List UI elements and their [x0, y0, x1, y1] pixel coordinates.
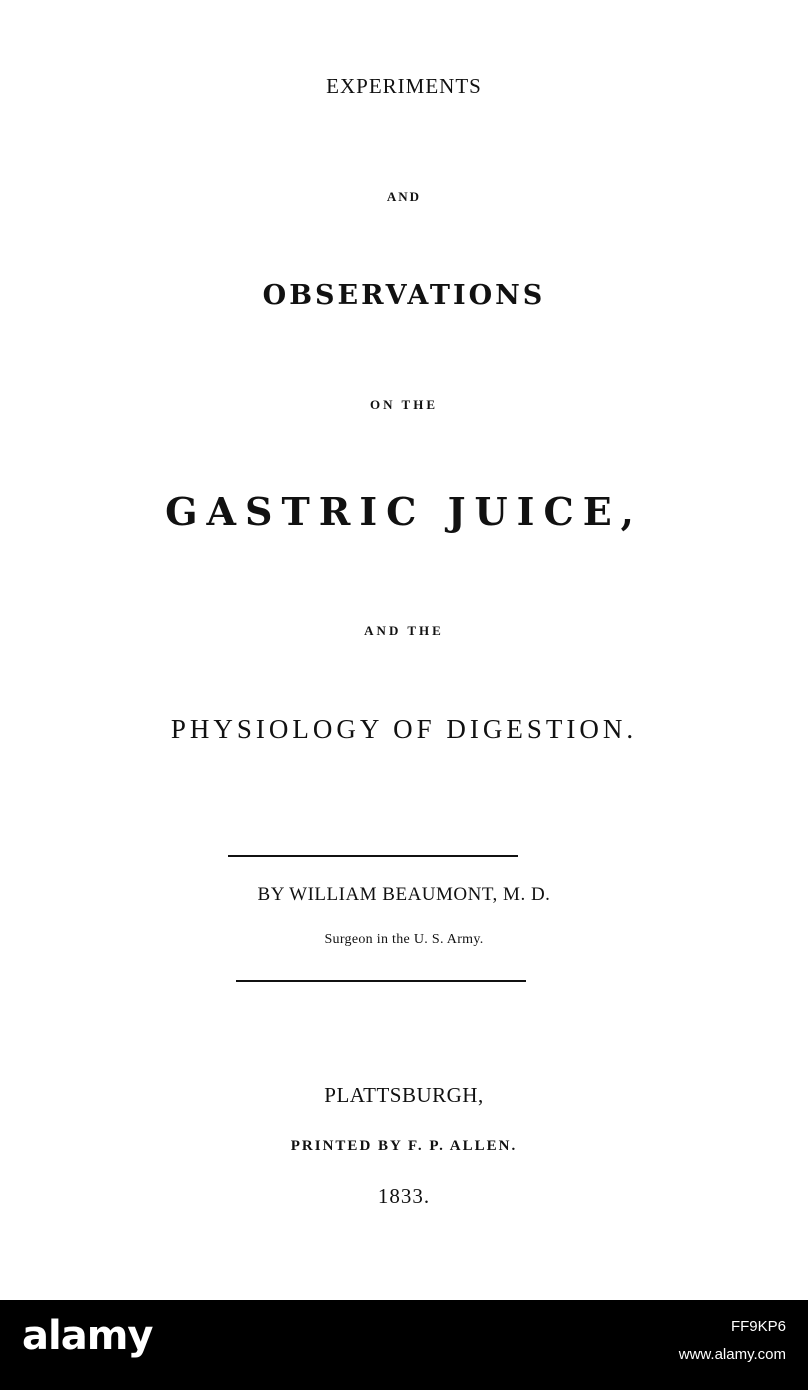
author-title-line: Surgeon in the U. S. Army.	[324, 932, 484, 947]
title-line-on-the: ON THE	[370, 397, 438, 412]
title-line-experiments: EXPERIMENTS	[326, 74, 482, 98]
title-line-and: AND	[386, 189, 422, 204]
image-id-label: FF9KP6	[730, 1318, 786, 1335]
title-line-and-the: AND THE	[364, 623, 444, 638]
alamy-logo: alamy	[22, 1313, 153, 1359]
author-line: BY WILLIAM BEAUMONT, M. D.	[257, 884, 551, 905]
title-line-physiology: PHYSIOLOGY OF DIGESTION.	[170, 714, 638, 744]
title-line-gastric-juice: GASTRIC JUICE,	[165, 489, 643, 534]
site-url-label: www.alamy.com	[678, 1346, 786, 1363]
stock-photo-footer	[0, 1300, 808, 1390]
imprint-year: 1833.	[377, 1184, 431, 1208]
divider-rule-top	[228, 855, 518, 857]
divider-rule-bottom	[236, 980, 526, 982]
title-line-observations: OBSERVATIONS	[262, 280, 546, 311]
imprint-place: PLATTSBURGH,	[324, 1083, 484, 1107]
imprint-printer: PRINTED BY F. P. ALLEN.	[290, 1138, 518, 1154]
